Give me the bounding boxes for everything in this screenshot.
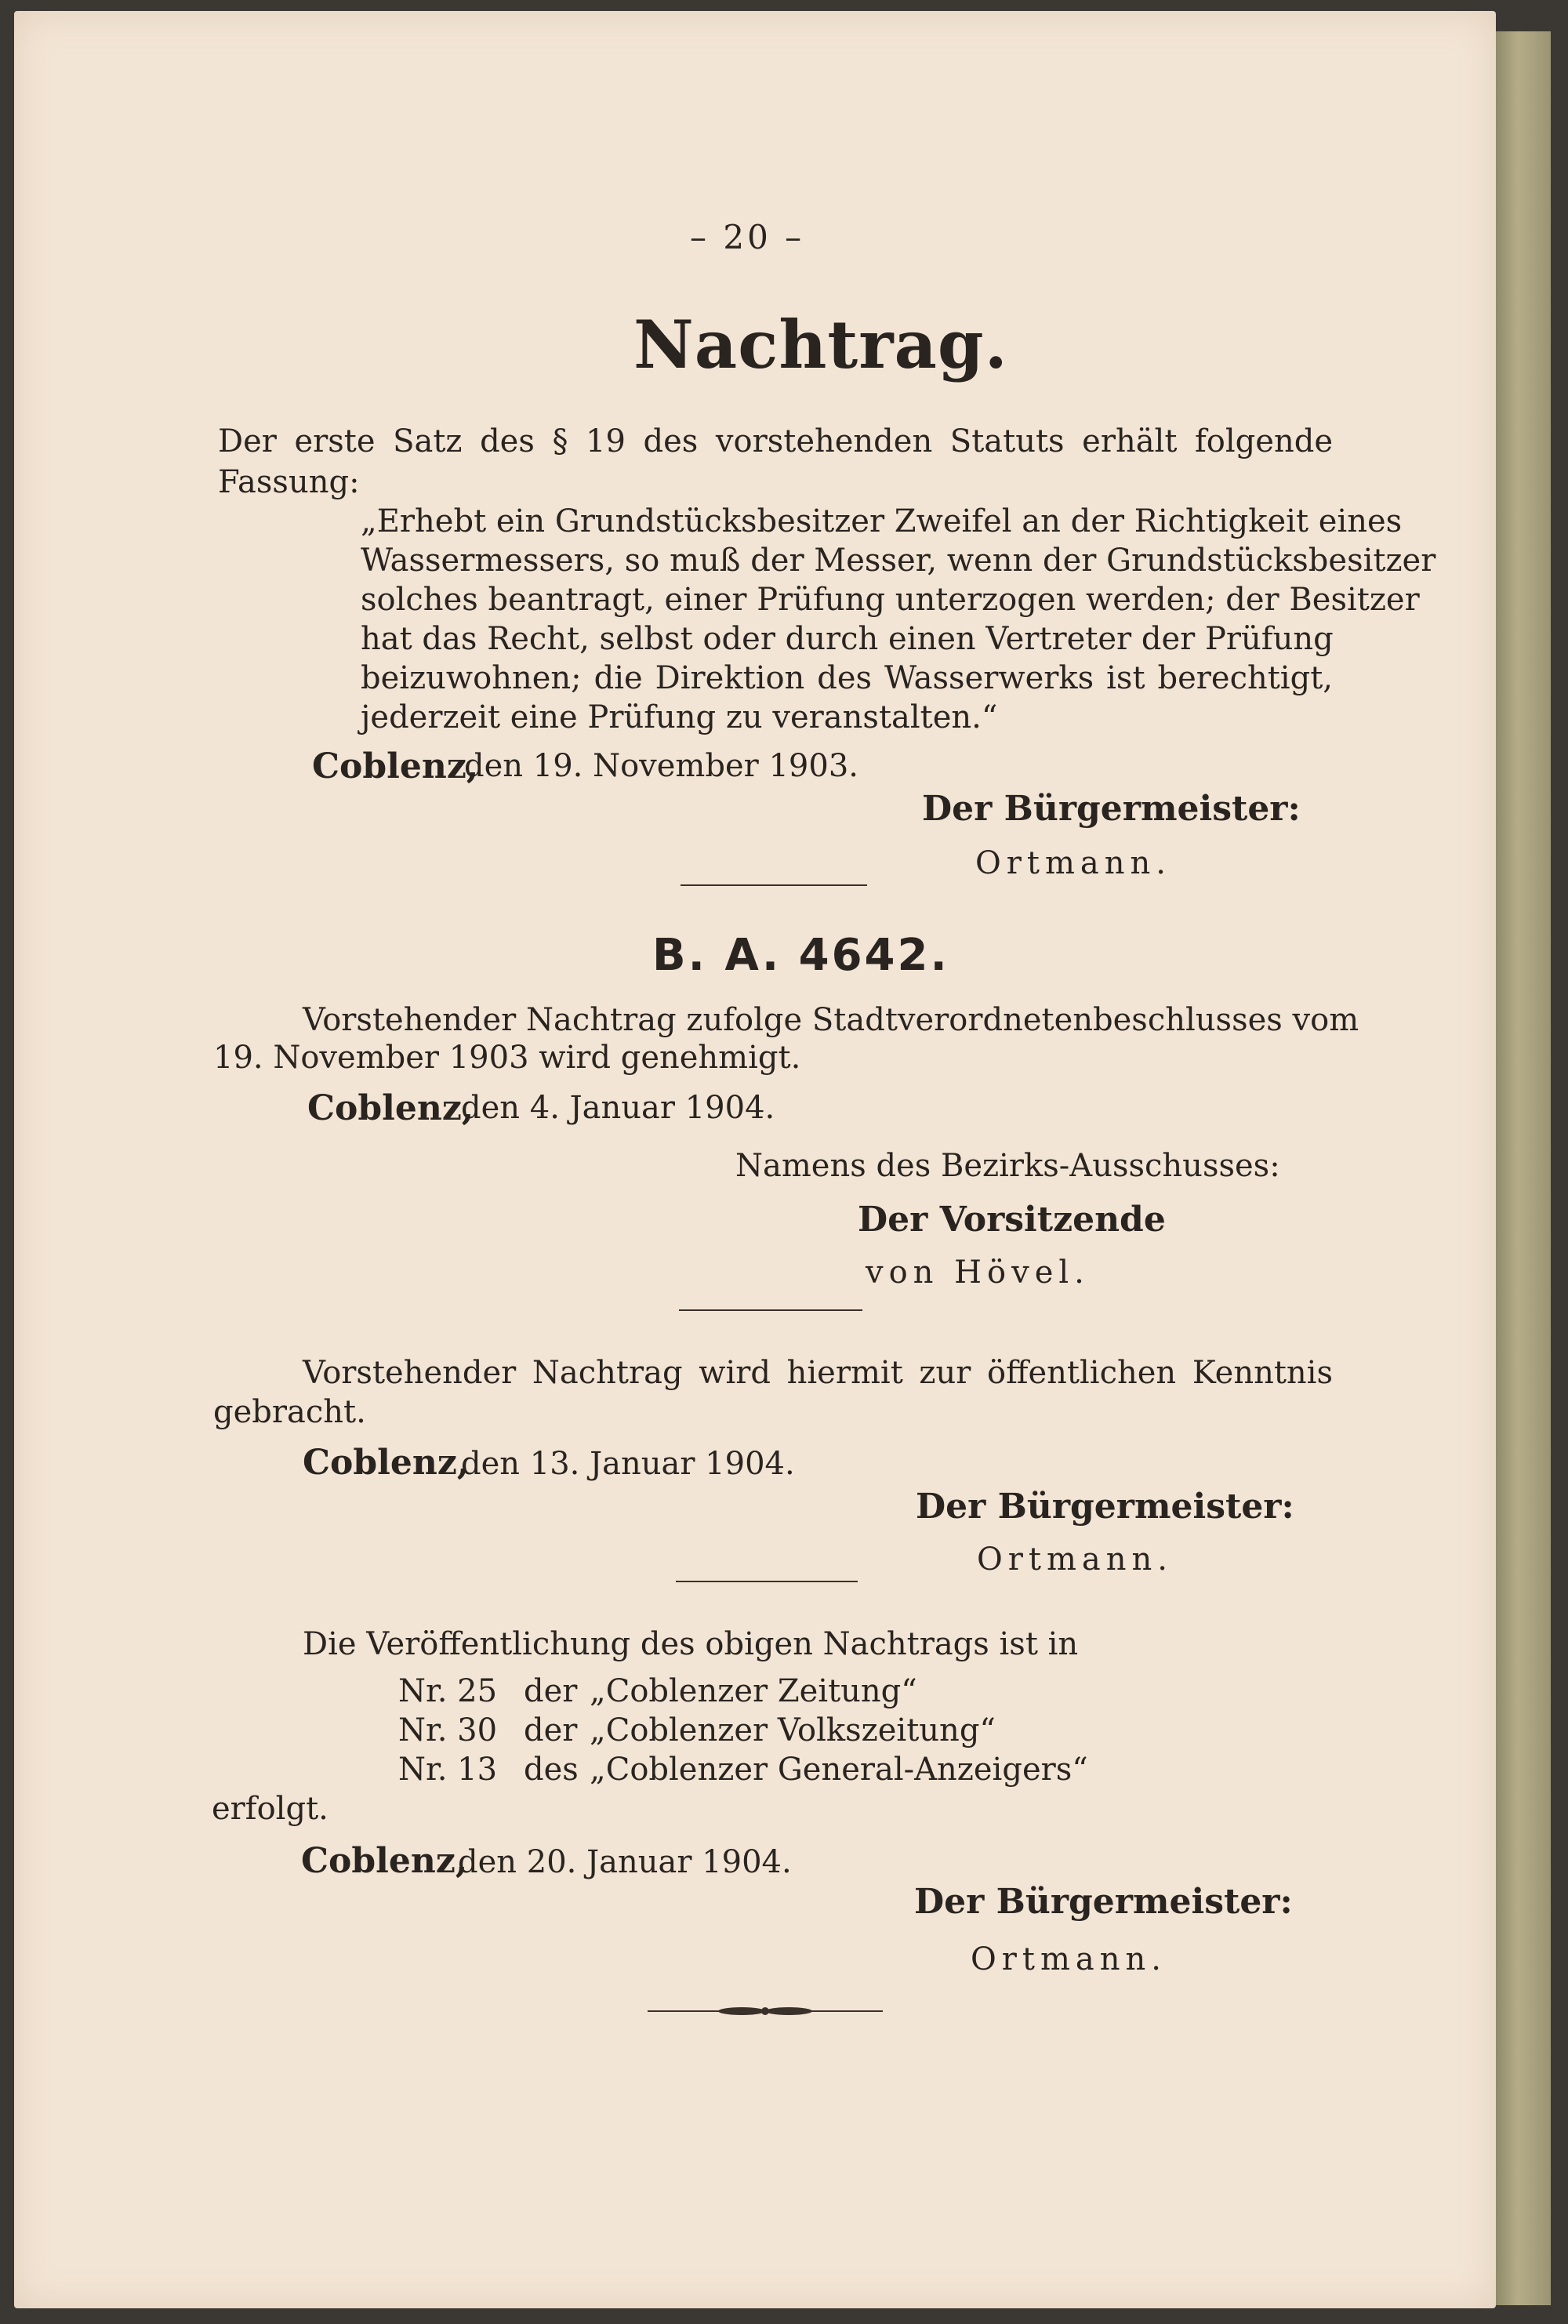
divider-rule (679, 1309, 862, 1311)
signer-name: Ortmann. (975, 845, 1172, 881)
publication-article: der (524, 1673, 578, 1709)
divider-rule (681, 884, 867, 886)
publication-intro: Die Veröffentlichung des obigen Nachtrags ist in (303, 1626, 1079, 1662)
notice-line-1: Vorstehender Nachtrag wird hiermit zur öffentlichen Kenntnis (303, 1355, 1333, 1391)
authority-line: Namens des Bezirks-Ausschusses: (735, 1148, 1280, 1184)
page-number: – 20 – (690, 218, 805, 256)
date-line: den 13. Januar 1904. (461, 1446, 795, 1482)
place-coblenz: Coblenz, (312, 746, 479, 786)
quote-line: jederzeit eine Prüfung zu veranstalten.“ (361, 699, 998, 735)
publication-closing: erfolgt. (212, 1791, 328, 1827)
approval-line-2: 19. November 1903 wird genehmigt. (213, 1040, 801, 1076)
date-line: den 20. Januar 1904. (458, 1844, 792, 1880)
quote-line: Wassermessers, so muß der Messer, wenn der Grundstücksbesitzer (361, 543, 1436, 579)
publication-nr: Nr. 13 (398, 1752, 498, 1788)
place-coblenz: Coblenz, (307, 1088, 474, 1128)
signer-title: Der Bürgermeister: (914, 1882, 1293, 1922)
publication-nr: Nr. 25 (398, 1673, 498, 1709)
divider-rule (676, 1581, 858, 1582)
intro-line-1: Der erste Satz des § 19 des vorstehenden Statuts erhält folgende (218, 423, 1333, 459)
quote-line: hat das Recht, selbst oder durch einen Vertreter der Prüfung (361, 621, 1334, 657)
quote-line: beizuwohnen; die Direktion des Wasserwerks ist berechtigt, (361, 660, 1333, 696)
publication-name: „Coblenzer Zeitung“ (590, 1673, 917, 1709)
publication-name: „Coblenzer General-Anzeigers“ (590, 1752, 1088, 1788)
signer-name: von Hövel. (866, 1255, 1090, 1291)
publication-article: der (524, 1712, 578, 1748)
approval-line-1: Vorstehender Nachtrag zufolge Stadtverordnetenbeschlusses vom (303, 1002, 1359, 1038)
quote-line: solches beantragt, einer Prüfung unterzogen werden; der Besitzer (361, 582, 1420, 618)
signer-name: Ortmann. (977, 1541, 1174, 1578)
publication-article: des (524, 1752, 579, 1788)
section-heading: B. A. 4642. (652, 930, 949, 981)
date-line: den 19. November 1903. (464, 748, 858, 784)
page-title: Nachtrag. (633, 306, 1008, 383)
publication-name: „Coblenzer Volkszeitung“ (590, 1712, 996, 1748)
signer-title: Der Bürgermeister: (916, 1487, 1294, 1527)
place-coblenz: Coblenz, (303, 1443, 470, 1483)
page-edge (1496, 31, 1551, 2305)
intro-line-2: Fassung: (218, 464, 360, 500)
signer-title: Der Bürgermeister: (922, 789, 1301, 829)
date-line: den 4. Januar 1904. (461, 1090, 775, 1126)
ornament-divider (648, 1999, 883, 2023)
quote-line: „Erhebt ein Grundstücksbesitzer Zweifel an der Richtigkeit eines (361, 503, 1403, 539)
signer-title: Der Vorsitzende (858, 1200, 1166, 1240)
notice-line-2: gebracht. (213, 1394, 366, 1430)
place-coblenz: Coblenz, (301, 1841, 468, 1881)
publication-nr: Nr. 30 (398, 1712, 498, 1748)
signer-name: Ortmann. (971, 1941, 1167, 1977)
